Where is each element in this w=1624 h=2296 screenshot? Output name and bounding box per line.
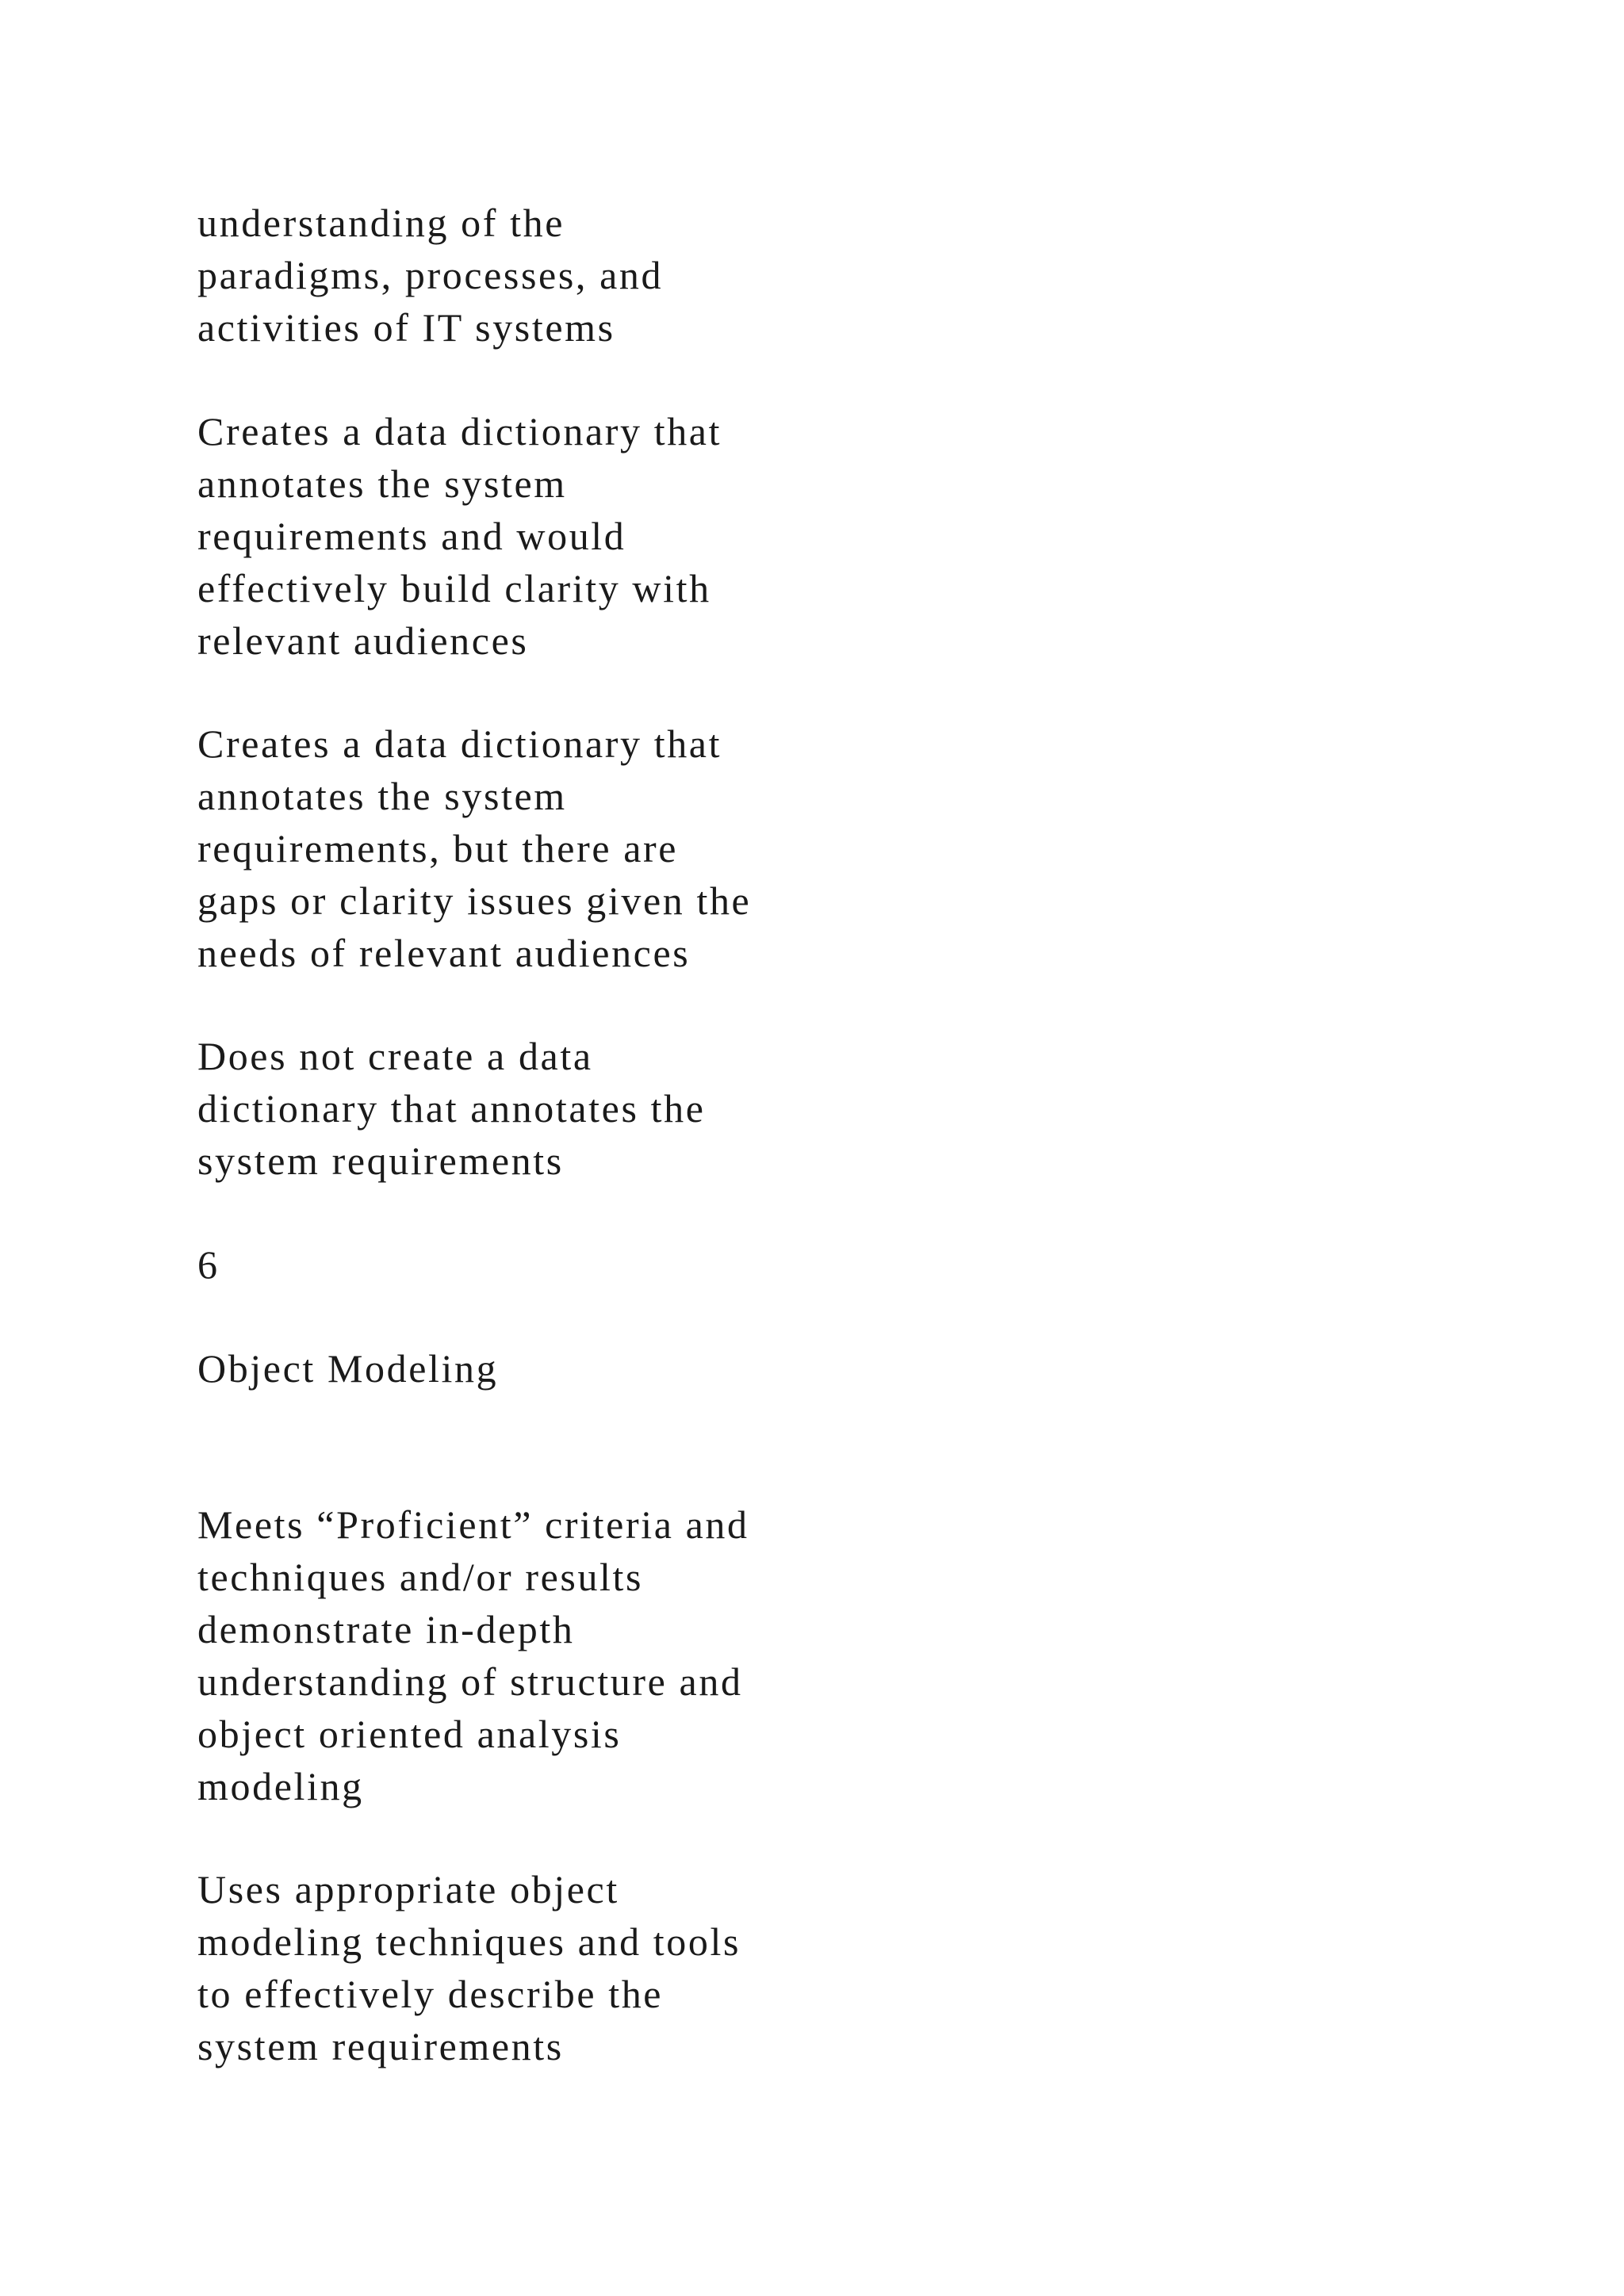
- rubric-text-not-evident: [197, 1030, 990, 1187]
- text-line: understanding of the: [197, 201, 565, 245]
- text-line: 6: [197, 1242, 220, 1287]
- text-line: system requirements: [197, 1138, 564, 1183]
- text-line: Object Modeling: [197, 1346, 499, 1391]
- text-line: annotates the system: [197, 774, 567, 818]
- text-line: requirements, but there are: [197, 826, 679, 871]
- text-line: to effectively describe the: [197, 1972, 664, 2016]
- text-line: Meets “Proficient” criteria and: [197, 1502, 749, 1547]
- text-line: activities of IT systems: [197, 305, 615, 350]
- rubric-text-proficient: [197, 405, 990, 667]
- text-line: Uses appropriate object: [197, 1867, 619, 1911]
- text-line: understanding of structure and: [197, 1659, 743, 1704]
- text-line: Creates a data dictionary that: [197, 409, 722, 453]
- text-line: annotates the system: [197, 461, 567, 506]
- text-line: paradigms, processes, and: [197, 253, 664, 297]
- text-line: techniques and/or results: [197, 1555, 644, 1599]
- rubric-row-number: [197, 1238, 990, 1291]
- text-line: needs of relevant audiences: [197, 931, 691, 975]
- rubric-text-proficient-object-modeling: [197, 1863, 990, 2072]
- text-line: requirements and would: [197, 514, 626, 558]
- text-line: system requirements: [197, 2024, 564, 2068]
- text-line: effectively build clarity with: [197, 566, 711, 610]
- text-line: demonstrate in-depth: [197, 1607, 575, 1651]
- text-line: Creates a data dictionary that: [197, 721, 722, 766]
- rubric-criterion-heading: [197, 1342, 990, 1395]
- rubric-text-needs-improvement: [197, 718, 990, 979]
- text-line: modeling techniques and tools: [197, 1919, 741, 1964]
- text-line: dictionary that annotates the: [197, 1086, 706, 1131]
- rubric-text-exemplary: [197, 1498, 990, 1812]
- text-line: relevant audiences: [197, 618, 529, 663]
- rubric-text-continuation: [197, 197, 990, 354]
- text-line: gaps or clarity issues given the: [197, 878, 752, 923]
- text-line: Does not create a data: [197, 1034, 593, 1078]
- text-line: modeling: [197, 1764, 364, 1808]
- text-line: object oriented analysis: [197, 1712, 622, 1756]
